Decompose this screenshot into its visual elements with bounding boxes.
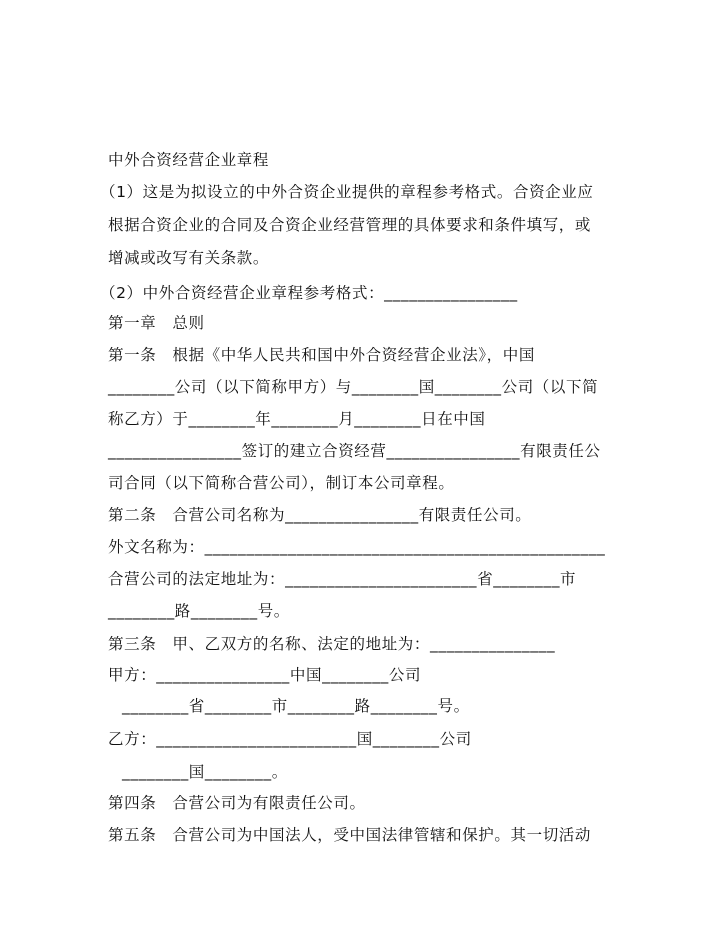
paragraph-line: ________公司（以下简称甲方）与________国________公司（以下简	[108, 378, 599, 396]
party-a: 甲方：________________中国________公司	[108, 666, 422, 684]
paragraph-line: 称乙方）于________年________月________日在中国	[108, 410, 486, 428]
chapter-heading: 第一章 总则	[108, 314, 205, 332]
paragraph-line: ________路________号。	[108, 602, 290, 620]
article-3: 第三条 甲、乙双方的名称、法定的地址为：_______________	[108, 635, 556, 653]
note-2: （2）中外合资经营企业章程参考格式：________________	[100, 284, 518, 302]
paragraph-line: 合营公司的法定地址为：_______________________省________市	[108, 570, 577, 588]
paragraph-line: ________________签订的建立合资经营________________有限责任公	[108, 442, 601, 460]
document-title: 中外合资经营企业章程	[108, 151, 270, 169]
paragraph-line: 外文名称为：________________________________________________	[108, 538, 606, 556]
paragraph-line: 司合同（以下简称合营公司），制订本公司章程。	[108, 474, 455, 492]
party-b-address: ________国________。	[122, 763, 288, 781]
paragraph-line: 根据合资企业的合同及合资企业经营管理的具体要求和条件填写，或	[108, 216, 592, 234]
note-1: （1）这是为拟设立的中外合资企业提供的章程参考格式。合资企业应	[100, 183, 594, 201]
article-1: 第一条 根据《中华人民共和国中外合资经营企业法》，中国	[108, 346, 535, 364]
article-4: 第四条 合营公司为有限责任公司。	[108, 794, 366, 812]
paragraph-line: 增减或改写有关条款。	[108, 249, 270, 267]
article-5: 第五条 合营公司为中国法人，受中国法律管辖和保护。其一切活动	[108, 826, 592, 844]
article-2: 第二条 合营公司名称为________________有限责任公司。	[108, 506, 532, 524]
party-b: 乙方：________________________国________公司	[108, 730, 472, 748]
party-a-address: ________省________市________路________号。	[122, 697, 470, 715]
